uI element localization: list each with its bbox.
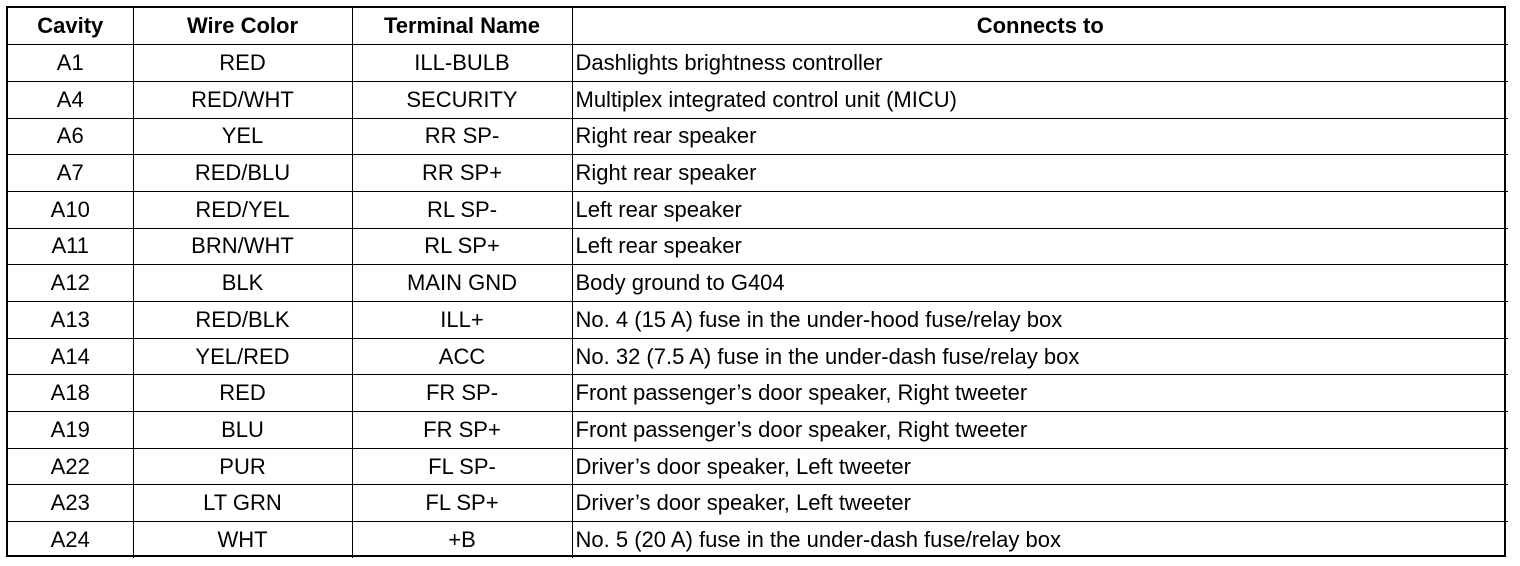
cell-cavity: A10 bbox=[8, 191, 133, 228]
cell-wire-color: BRN/WHT bbox=[133, 228, 352, 265]
cell-terminal-name: +B bbox=[352, 522, 572, 559]
cell-cavity: A7 bbox=[8, 155, 133, 192]
cell-cavity: A14 bbox=[8, 338, 133, 375]
cell-connects-to: Driver’s door speaker, Left tweeter bbox=[572, 485, 1508, 522]
cell-cavity: A12 bbox=[8, 265, 133, 302]
cell-wire-color: BLK bbox=[133, 265, 352, 302]
cell-connects-to: Dashlights brightness controller bbox=[572, 45, 1508, 82]
cell-connects-to: Left rear speaker bbox=[572, 191, 1508, 228]
cell-terminal-name: RR SP- bbox=[352, 118, 572, 155]
connector-table-frame bbox=[6, 6, 1506, 557]
cell-connects-to: Front passenger’s door speaker, Right tweeter bbox=[572, 412, 1508, 449]
cell-cavity: A23 bbox=[8, 485, 133, 522]
cell-wire-color: YEL/RED bbox=[133, 338, 352, 375]
table-row bbox=[8, 155, 1508, 192]
cell-cavity: A11 bbox=[8, 228, 133, 265]
cell-connects-to: Multiplex integrated control unit (MICU) bbox=[572, 81, 1508, 118]
cell-terminal-name: ACC bbox=[352, 338, 572, 375]
cell-connects-to: No. 32 (7.5 A) fuse in the under-dash fuse/relay box bbox=[572, 338, 1508, 375]
table-row bbox=[8, 375, 1508, 412]
cell-cavity: A6 bbox=[8, 118, 133, 155]
table-row bbox=[8, 191, 1508, 228]
cell-connects-to: Body ground to G404 bbox=[572, 265, 1508, 302]
table-body bbox=[8, 45, 1508, 559]
cell-connects-to: Driver’s door speaker, Left tweeter bbox=[572, 448, 1508, 485]
table-row bbox=[8, 448, 1508, 485]
cell-terminal-name: FR SP+ bbox=[352, 412, 572, 449]
cell-terminal-name: FL SP+ bbox=[352, 485, 572, 522]
cell-terminal-name: RL SP- bbox=[352, 191, 572, 228]
table-row bbox=[8, 485, 1508, 522]
cell-terminal-name: RR SP+ bbox=[352, 155, 572, 192]
cell-connects-to: Left rear speaker bbox=[572, 228, 1508, 265]
cell-wire-color: RED/YEL bbox=[133, 191, 352, 228]
cell-wire-color: RED/BLK bbox=[133, 302, 352, 339]
cell-cavity: A4 bbox=[8, 81, 133, 118]
cell-connects-to: Front passenger’s door speaker, Right tweeter bbox=[572, 375, 1508, 412]
cell-connects-to: Right rear speaker bbox=[572, 155, 1508, 192]
header-cavity: Cavity bbox=[8, 8, 133, 45]
table-row bbox=[8, 228, 1508, 265]
table-row bbox=[8, 118, 1508, 155]
header-connects-to: Connects to bbox=[572, 8, 1508, 45]
cell-terminal-name: MAIN GND bbox=[352, 265, 572, 302]
table-row bbox=[8, 81, 1508, 118]
connector-pinout-table bbox=[8, 8, 1508, 558]
cell-wire-color: RED/WHT bbox=[133, 81, 352, 118]
table-row bbox=[8, 302, 1508, 339]
cell-terminal-name: ILL+ bbox=[352, 302, 572, 339]
cell-connects-to: Right rear speaker bbox=[572, 118, 1508, 155]
table-row bbox=[8, 412, 1508, 449]
table-row bbox=[8, 338, 1508, 375]
cell-connects-to: No. 5 (20 A) fuse in the under-dash fuse/relay box bbox=[572, 522, 1508, 559]
cell-wire-color: LT GRN bbox=[133, 485, 352, 522]
cell-terminal-name: ILL-BULB bbox=[352, 45, 572, 82]
cell-wire-color: RED/BLU bbox=[133, 155, 352, 192]
cell-wire-color: RED bbox=[133, 45, 352, 82]
cell-terminal-name: FL SP- bbox=[352, 448, 572, 485]
cell-cavity: A22 bbox=[8, 448, 133, 485]
table-row bbox=[8, 522, 1508, 559]
cell-wire-color: PUR bbox=[133, 448, 352, 485]
cell-cavity: A19 bbox=[8, 412, 133, 449]
cell-connects-to: No. 4 (15 A) fuse in the under-hood fuse/relay box bbox=[572, 302, 1508, 339]
cell-wire-color: BLU bbox=[133, 412, 352, 449]
cell-terminal-name: SECURITY bbox=[352, 81, 572, 118]
cell-wire-color: YEL bbox=[133, 118, 352, 155]
cell-wire-color: RED bbox=[133, 375, 352, 412]
cell-cavity: A13 bbox=[8, 302, 133, 339]
header-terminal-name: Terminal Name bbox=[352, 8, 572, 45]
cell-terminal-name: RL SP+ bbox=[352, 228, 572, 265]
cell-cavity: A18 bbox=[8, 375, 133, 412]
cell-terminal-name: FR SP- bbox=[352, 375, 572, 412]
header-wire-color: Wire Color bbox=[133, 8, 352, 45]
table-header-row bbox=[8, 8, 1508, 45]
cell-cavity: A1 bbox=[8, 45, 133, 82]
cell-wire-color: WHT bbox=[133, 522, 352, 559]
table-row bbox=[8, 45, 1508, 82]
table-row bbox=[8, 265, 1508, 302]
cell-cavity: A24 bbox=[8, 522, 133, 559]
